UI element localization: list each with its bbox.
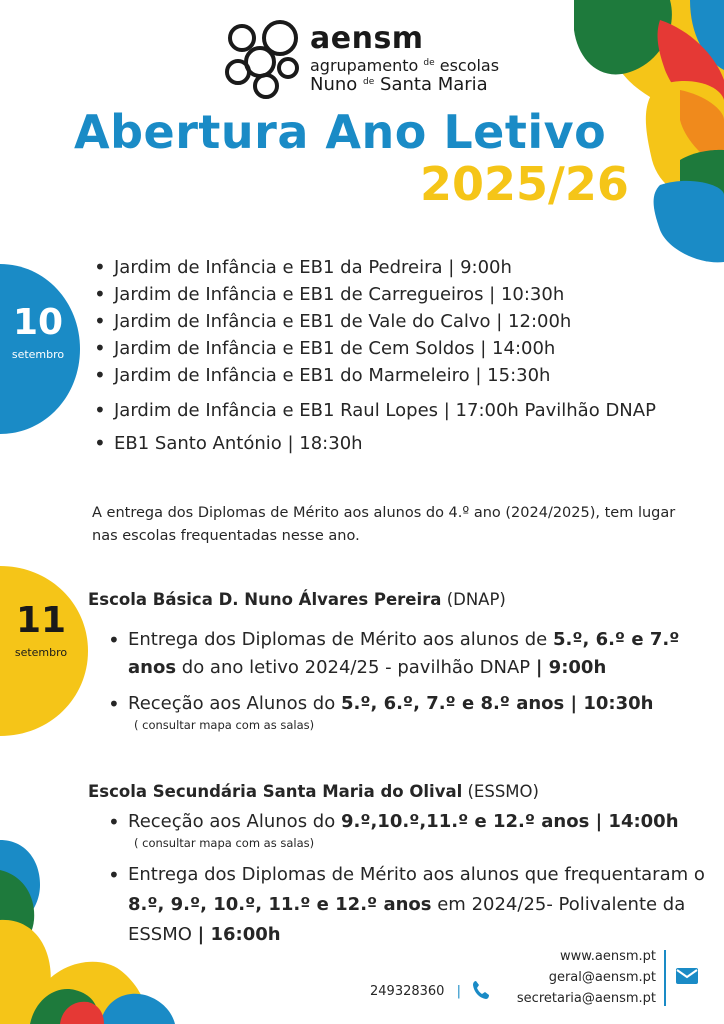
logo-line-2: agrupamento $^{de}$ escolas xyxy=(310,56,500,75)
day-badge-11 xyxy=(0,600,82,660)
list-item: • Jardim de Infância e EB1 da Pedreira | 9:00h xyxy=(92,254,692,281)
phone-number[interactable]: 249328360 xyxy=(370,984,445,999)
day-month: setembro xyxy=(14,646,68,659)
phone-number-row xyxy=(370,982,461,1002)
list-item: • Receção aos Alunos do 5.º, 6.º, 7.º e 8.º anos | 10:30h ( consultar mapa com as salas) xyxy=(106,690,706,732)
schedule-list-10 xyxy=(92,254,692,457)
logo-line-3: Nuno $^{de}$ Santa Maria xyxy=(310,74,488,95)
school-title-essmo: Escola Secundária Santa Maria do Olival (ESSMO) xyxy=(88,782,539,801)
footer-divider xyxy=(664,950,666,1006)
website-link[interactable]: www.aensm.pt xyxy=(560,949,656,964)
list-item: • Jardim de Infância e EB1 do Marmeleiro | 15:30h xyxy=(92,362,692,389)
map-note: ( consultar mapa com as salas) xyxy=(134,718,315,732)
phone-icon xyxy=(472,980,490,1000)
day-number: 10 xyxy=(12,302,64,343)
school-title-dnap: Escola Básica D. Nuno Álvares Pereira (DNAP) xyxy=(88,590,506,609)
schedule-list-essmo xyxy=(106,808,706,950)
day-number: 11 xyxy=(15,600,67,641)
email-general-link[interactable]: geral@aensm.pt xyxy=(548,970,656,985)
list-item: • EB1 Santo António | 18:30h xyxy=(92,430,692,457)
list-item: • Jardim de Infância e EB1 de Vale do Calvo | 12:00h xyxy=(92,308,692,335)
list-item: • Entrega dos Diplomas de Mérito aos alunos de 5.º, 6.º e 7.º anos do ano letivo 2024/25 - pavilhão DNAP | 9:00h xyxy=(106,626,706,682)
map-note: ( consultar mapa com as salas) xyxy=(134,836,315,850)
list-item: • Jardim de Infância e EB1 de Cem Soldos | 14:00h xyxy=(92,335,692,362)
page-title: Abertura Ano Letivo xyxy=(74,105,607,159)
email-secretary-link[interactable]: secretaria@aensm.pt xyxy=(516,991,656,1006)
day-month: setembro xyxy=(11,348,65,361)
diploma-note: A entrega dos Diplomas de Mérito aos alunos do 4.º ano (2024/2025), tem lugar nas escolas frequentadas nesse ano. xyxy=(92,505,676,544)
logo-emblem-icon xyxy=(222,18,306,100)
logo-name: aensm xyxy=(310,21,424,56)
list-item: • Jardim de Infância e EB1 de Carregueiros | 10:30h xyxy=(92,281,692,308)
school-year: 2025/26 xyxy=(420,157,629,211)
schedule-list-dnap xyxy=(106,626,706,732)
list-item: • Jardim de Infância e EB1 Raul Lopes | 17:00h Pavilhão DNAP xyxy=(92,397,692,424)
contact-links xyxy=(517,946,656,1009)
list-item: • Entrega dos Diplomas de Mérito aos alunos que frequentaram o 8.º, 9.º, 10.º, 11.º e 12.º anos em 2024/25- Polivalente da ESSMO | 16:00h xyxy=(106,860,706,950)
phone-separator: | xyxy=(456,984,461,999)
list-item: • Receção aos Alunos do 9.º,10.º,11.º e 12.º anos | 14:00h ( consultar mapa com as salas) xyxy=(106,808,706,850)
mail-icon xyxy=(676,968,698,984)
day-badge-10 xyxy=(0,302,76,362)
school-logo xyxy=(222,18,522,100)
